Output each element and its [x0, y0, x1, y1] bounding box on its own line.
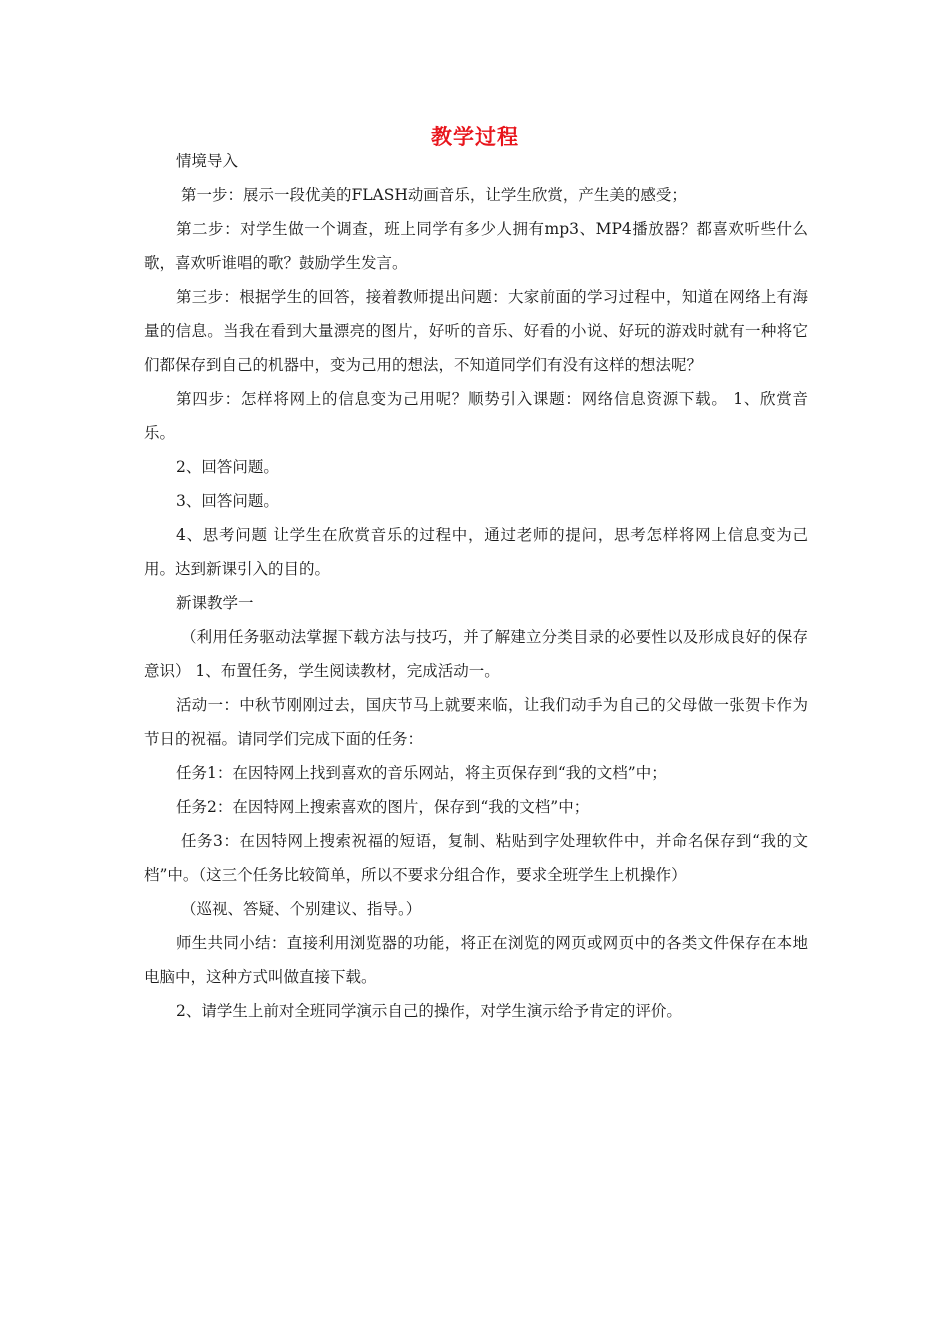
- paragraph-step-2: 第二步：对学生做一个调查，班上同学有多少人拥有mp3、MP4播放器？都喜欢听些什么歌，喜欢听谁唱的歌？鼓励学生发言。: [144, 220, 808, 272]
- paragraph-task-driven: （利用任务驱动法掌握下载方法与技巧，并了解建立分类目录的必要性以及形成良好的保存意识） 1、布置任务，学生阅读教材，完成活动一。: [144, 628, 808, 680]
- document-body: [144, 144, 808, 1028]
- paragraph-task-1: 任务1：在因特网上找到喜欢的音乐网站，将主页保存到“我的文档”中；: [176, 764, 667, 782]
- paragraph-activity-1: 活动一：中秋节刚刚过去，国庆节马上就要来临，让我们动手为自己的父母做一张贺卡作为节日的祝福。请同学们完成下面的任务：: [144, 696, 808, 748]
- paragraph-step-1: 第一步：展示一段优美的FLASH动画音乐，让学生欣赏，产生美的感受；: [181, 186, 687, 204]
- paragraph-patrol: （巡视、答疑、个别建议、指导。）: [181, 900, 422, 918]
- paragraph-answer-4: 4、思考问题 让学生在欣赏音乐的过程中，通过老师的提问，思考怎样将网上信息变为己用。达到新课引入的目的。: [144, 526, 808, 578]
- paragraph-task-2: 任务2：在因特网上搜索喜欢的图片，保存到“我的文档”中；: [176, 798, 590, 816]
- document-title: 教学过程: [431, 124, 519, 149]
- paragraph-step-3: 第三步：根据学生的回答，接着教师提出问题：大家前面的学习过程中，知道在网络上有海量的信息。当我在看到大量漂亮的图片，好听的音乐、好看的小说、好玩的游戏时就有一种将它们都保存到自己的机器中，变为己用的想法，不知道同学们有没有这样的想法呢？: [144, 288, 808, 374]
- paragraph-task-3: 任务3：在因特网上搜索祝福的短语，复制、粘贴到字处理软件中，并命名保存到“我的文档”中。（这三个任务比较简单，所以不要求分组合作，要求全班学生上机操作）: [144, 832, 808, 884]
- paragraph-answer-3: 3、回答问题。: [176, 492, 279, 510]
- paragraph-answer-2: 2、回答问题。: [176, 458, 279, 476]
- paragraph-step-4: 第四步：怎样将网上的信息变为己用呢？顺势引入课题：网络信息资源下载。 1、欣赏音乐。: [144, 390, 808, 442]
- section-heading-new-lesson: 新课教学一: [176, 594, 254, 612]
- paragraph-demo: 2、请学生上前对全班同学演示自己的操作，对学生演示给予肯定的评价。: [176, 1002, 682, 1020]
- paragraph-summary: 师生共同小结：直接利用浏览器的功能，将正在浏览的网页或网页中的各类文件保存在本地电脑中，这种方式叫做直接下载。: [144, 934, 808, 986]
- section-heading-intro: 情境导入: [176, 152, 239, 170]
